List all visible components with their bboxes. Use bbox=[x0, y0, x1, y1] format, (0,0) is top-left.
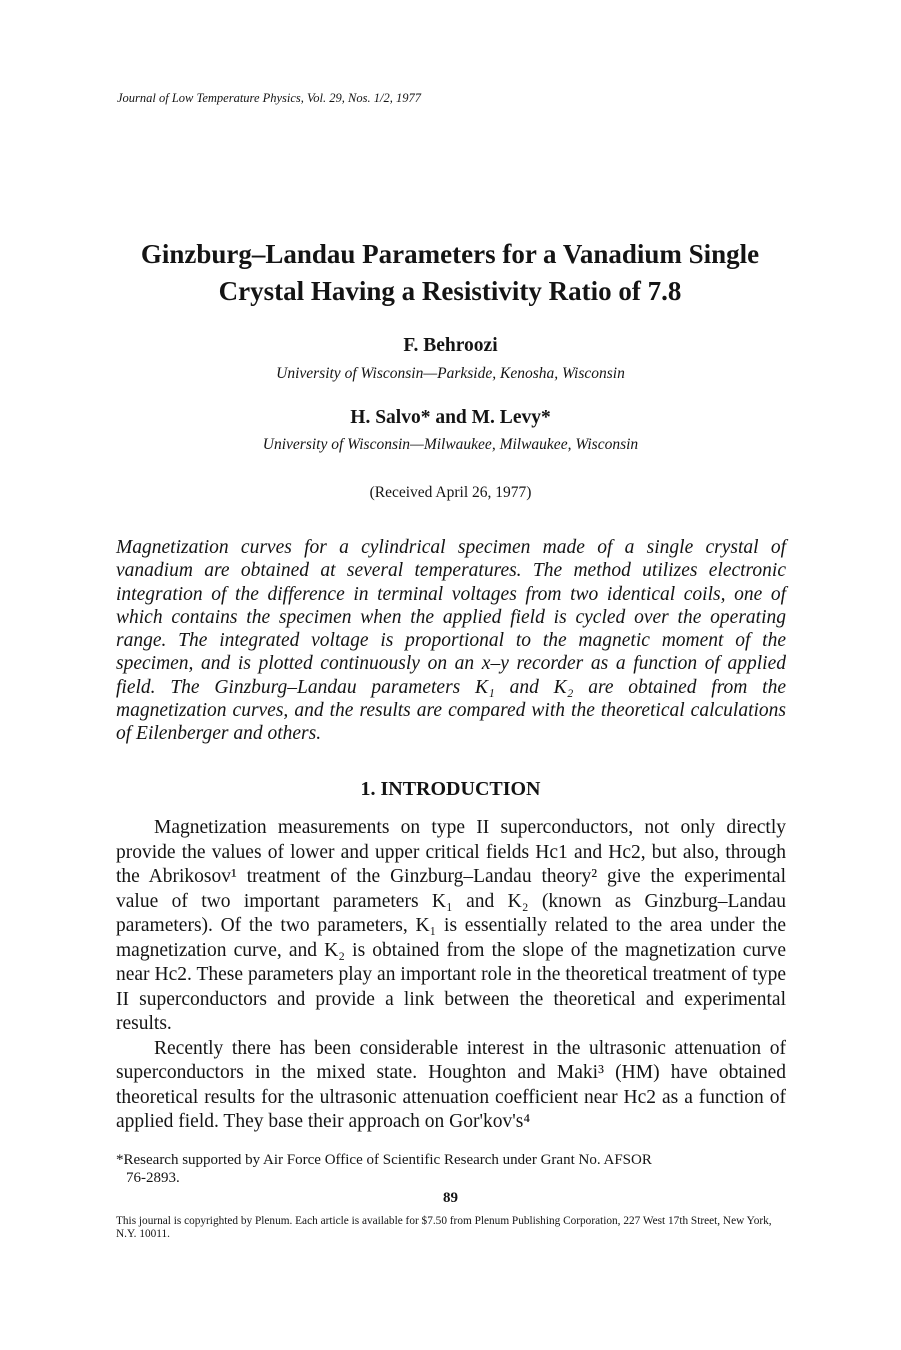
footnote-line-2: 76-2893. bbox=[126, 1170, 180, 1186]
abstract bbox=[116, 536, 786, 746]
paragraph-1: Magnetization measurements on type II superconductors, not only directly provide the values of lower and upper critical fields Hc1 and Hc2, but also, through the Abrikosov¹ treatment of the Ginzburg–Landau theory² give the experimental value of two important parameters K₁ and K₂ (known as Ginzburg–Landau parameters). Of the two parameters, K₁ is essentially related to the area under the magnetization curve, and K₂ is obtained from the slope of the magnetization curve near Hc2. These parameters play an important role in the theoretical treatment of type II superconductors and provide a link between the theoretical and experimental results. bbox=[116, 817, 786, 1034]
section-body bbox=[116, 816, 786, 1135]
affiliation-1: University of Wisconsin—Parkside, Kenosha, Wisconsin bbox=[276, 365, 625, 382]
page-number: 89 bbox=[443, 1190, 458, 1206]
author-2: H. Salvo* and M. Levy* bbox=[350, 407, 551, 428]
journal-citation: Journal of Low Temperature Physics, Vol. 29, Nos. 1/2, 1977 bbox=[117, 91, 421, 105]
copyright-notice: This journal is copyrighted by Plenum. Each article is available for $7.50 from Plenum Publishing Corporation, 227 West 17th Street, New York, N.Y. 10011. bbox=[116, 1215, 772, 1240]
footnote-line-1: *Research supported by Air Force Office of Scientific Research under Grant No. AFSOR bbox=[116, 1152, 652, 1168]
title-line-1: Ginzburg–Landau Parameters for a Vanadium Single bbox=[140, 239, 760, 269]
received-date: (Received April 26, 1977) bbox=[369, 484, 532, 501]
abstract-text: Magnetization curves for a cylindrical specimen made of a single crystal of vanadium are obtained at several temperatures. The method utilizes electronic integration of the difference in terminal voltages from two identical coils, one of which contains the specimen when the applied field is cycled over the operating range. The integrated voltage is proportional to the magnetic moment of the specimen, and is plotted continuously on an x–y recorder as a function of applied field. The Ginzburg–Landau parameters K₁ and K₂ are obtained from the magnetization curves, and the results are compared with the theoretical calculations of Eilenberger and others. bbox=[116, 537, 786, 745]
article-title bbox=[100, 236, 800, 310]
footnote bbox=[116, 1151, 786, 1187]
paragraph-2: Recently there has been considerable interest in the ultrasonic attenuation of superconductors in the mixed state. Houghton and Maki³ (HM) have obtained theoretical results for the ultrasonic attenuation coefficient near Hc2 as a function of applied field. They base their approach on Gor'kov's⁴ bbox=[116, 1037, 786, 1132]
section-heading: 1. INTRODUCTION bbox=[360, 778, 541, 800]
affiliation-2: University of Wisconsin—Milwaukee, Milwaukee, Wisconsin bbox=[262, 436, 639, 453]
author-1: F. Behroozi bbox=[403, 335, 498, 356]
title-line-2: Crystal Having a Resistivity Ratio of 7.8 bbox=[218, 276, 682, 306]
